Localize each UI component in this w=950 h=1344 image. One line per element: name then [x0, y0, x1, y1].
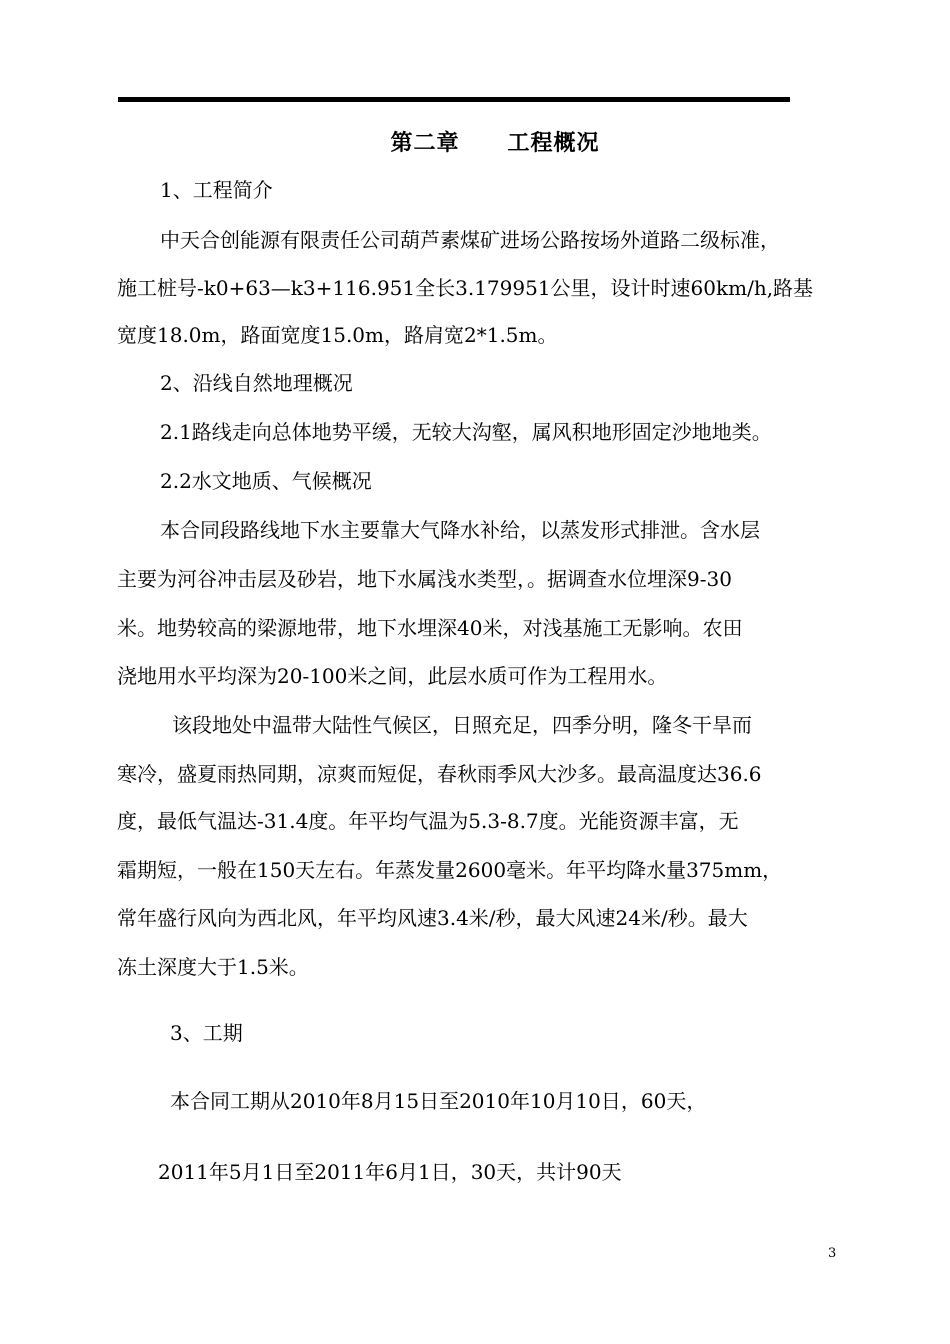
chapter-title	[0, 126, 950, 157]
section-2-1-text: 2.1路线走向总体地势平缓，无较大沟壑，属风积地形固定沙地地类。	[160, 420, 772, 444]
paragraph-line: 本合同段路线地下水主要靠大气降水补给，以蒸发形式排泄。含水层	[160, 518, 760, 542]
paragraph-line: 冻土深度大于1.5米。	[117, 955, 309, 979]
section-1-heading: 1、工程简介	[160, 178, 273, 202]
paragraph-line: 该段地处中温带大陆性气候区，日照充足，四季分明，隆冬干旱而	[172, 713, 752, 737]
paragraph-line: 霜期短，一般在150天左右。年蒸发量2600毫米。年平均降水量375mm，	[117, 858, 783, 882]
paragraph-line: 2011年5月1日至2011年6月1日，30天，共计90天	[158, 1160, 622, 1184]
header-rule	[118, 97, 790, 102]
section-3-heading: 3、工期	[170, 1021, 243, 1045]
chapter-number: 第二章	[390, 131, 460, 156]
paragraph-line: 施工桩号-k0+63—k3+116.951全长3.179951公里，设计时速60km/h,路基	[117, 276, 814, 300]
paragraph-line: 宽度18.0m，路面宽度15.0m，路肩宽2*1.5m。	[117, 323, 558, 347]
section-2-heading: 2、沿线自然地理概况	[160, 371, 353, 395]
paragraph-line: 浇地用水平均深为20-100米之间，此层水质可作为工程用水。	[117, 664, 668, 688]
paragraph-line: 主要为河谷冲击层及砂岩，地下水属浅水类型，。据调查水位埋深9-30	[117, 567, 732, 591]
paragraph-line: 寒冷，盛夏雨热同期，凉爽而短促，春秋雨季风大沙多。最高温度达36.6	[117, 762, 762, 786]
section-2-2-heading: 2.2水文地质、气候概况	[160, 469, 372, 493]
page-number: 3	[828, 1246, 837, 1261]
paragraph-line: 本合同工期从2010年8月15日至2010年10月10日，60天，	[170, 1089, 707, 1113]
paragraph-line: 中天合创能源有限责任公司葫芦素煤矿进场公路按场外道路二级标准，	[160, 228, 780, 252]
paragraph-line: 米。地势较高的梁源地带，地下水埋深40米，对浅基施工无影响。农田	[117, 616, 743, 640]
paragraph-line: 常年盛行风向为西北风，年平均风速3.4米/秒，最大风速24米/秒。最大	[117, 906, 748, 930]
chapter-name: 工程概况	[507, 131, 600, 156]
paragraph-line: 度，最低气温达-31.4度。年平均气温为5.3-8.7度。光能资源丰富，无	[117, 809, 739, 833]
